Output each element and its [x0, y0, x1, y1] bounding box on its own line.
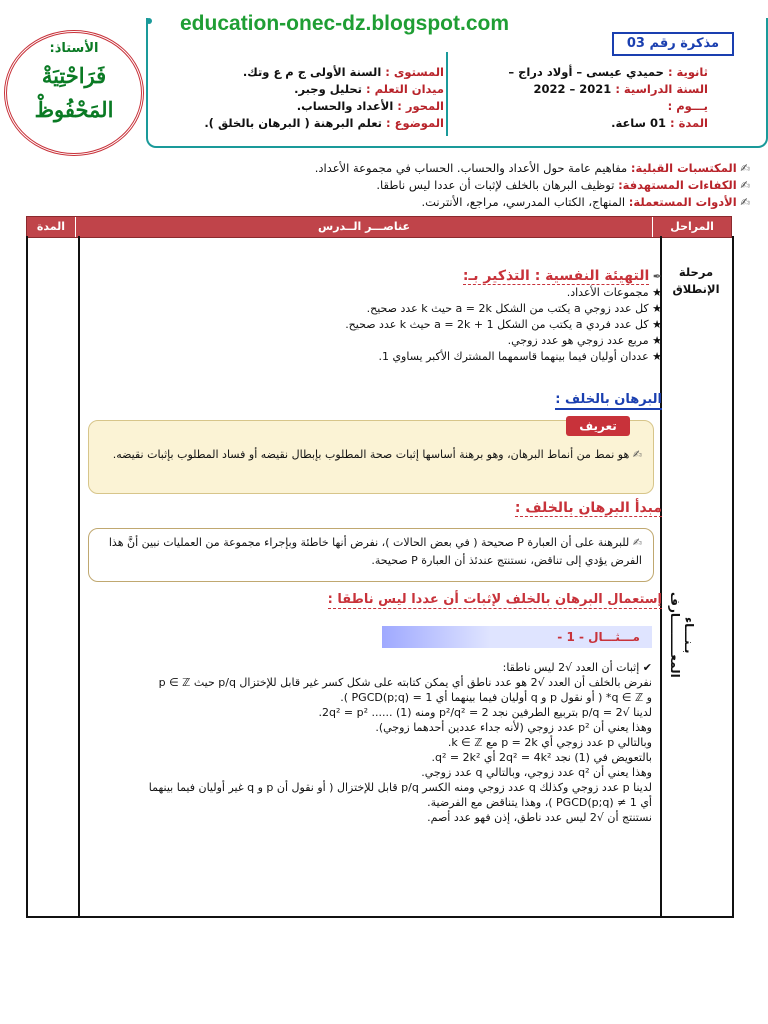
site-url[interactable]: education-onec-dz.blogspot.com: [180, 12, 509, 35]
proof-line: بالتعويض في (1) نجد 2q² = 4k² أي q² = 2k².: [431, 751, 652, 764]
definition-tag: تعريف: [566, 416, 630, 436]
warmup-item: ★ عددان أوليان فيما بينهما قاسمهما المشترك الأكبر يساوي 1.: [378, 350, 662, 363]
pencil-icon: ✍: [740, 178, 750, 192]
contradiction-heading-wrap: [102, 392, 662, 410]
example-bar: مـــثـــال - 1 -: [382, 626, 652, 648]
principle-text: ✍ للبرهنة على أن العبارة P صحيحة ( في بعض الحالات )، نفرض أنها خاطئة وبإجراء مجموعة من العمليات نبين أنَّ هذا الفرض يؤدي إلى تناقض، نستنتج عندئذ أن العبارة P صحيحة.: [108, 536, 642, 567]
teacher-name-line2: المَحْفُوظْ: [34, 97, 114, 122]
feather-icon: ✒: [652, 270, 662, 283]
teacher-name-line1: فَرَاحْتِيَةْ: [41, 63, 107, 88]
pencil-icon: ✍: [740, 195, 750, 209]
proof-line: نفرض بالخلف أن العدد √2 هو عدد ناطق أي يمكن كتابته على شكل كسر غير قابل للإختزال p/q حيث p ∈ ℤ: [158, 676, 652, 689]
note-number-badge: مذكرة رقم 03: [612, 32, 734, 56]
header-elements: عناصـــر الــدرس: [75, 217, 652, 237]
header-duration: المدة: [36, 220, 65, 233]
info-row: المستوى : السنة الأولى ج م ع وتك.: [242, 65, 444, 79]
warmup-title: التهيئة النفسية : التذكير بـ:: [462, 268, 650, 284]
proof-line: لدينا √2 = p/q بتربيع الطرفين نجد 2 = p²/q² ومنه 2q² = p² ...... (1).: [318, 706, 652, 719]
info-row: السنة الدراسية : 2021 – 2022: [533, 82, 708, 96]
principle-heading-wrap: [102, 500, 662, 517]
table-header: [26, 216, 732, 238]
definition-text: ✍ هو نمط من أنماط البرهان، وهو برهنة أساسها إثبات صحة المطلوب بإبطال نقيضه أو فساد المطلوب بإثبات نقيضه.: [112, 448, 642, 461]
info-row: الموضوع : تعلم البرهنة ( البرهان بالخلق ).: [204, 116, 444, 130]
proof-line: لدينا p عدد زوجي وكذلك q عدد زوجي ومنه الكسر p/q قابل للإختزال ( أو نقول أن p و q غير أوليان فيما بينهما: [148, 781, 652, 794]
warmup-item: ★ كل عدد زوجي a يكتب من الشكل a = 2k حيث k عدد صحيح.: [366, 302, 662, 315]
proof-line: وهذا يعني أن p² عدد زوجي (لأنه جداء عددين أحدهما زوجي).: [375, 721, 652, 734]
school-info: [458, 64, 708, 132]
column-divider: [78, 236, 80, 916]
teacher-label: الأستاذ:: [49, 41, 99, 56]
proof-line: وهذا يعني أن q² عدد زوجي، وبالتالي q عدد زوجي.: [421, 766, 652, 779]
proof-line: ✔ إثبات أن العدد √2 ليس ناطقا:: [502, 661, 652, 674]
lesson-info: [154, 64, 444, 132]
prereq-row: ✍ الأدوات المستعملة: المنهاج، الكتاب المدرسي، مراجع، الأنترنت.: [421, 195, 750, 209]
info-row: المحور : الأعداد والحساب.: [296, 99, 444, 113]
proof-line: نستنتج أن √2 ليس عدد ناطق، إذن فهو عدد أصم.: [427, 811, 652, 824]
info-row: يـــوم :: [667, 99, 708, 113]
info-row: المدة : 01 ساعة.: [611, 116, 708, 130]
pencil-icon: ✍: [632, 448, 642, 461]
prerequisites: [10, 160, 750, 211]
prereq-row: ✍ المكتسبات القبلية: مفاهيم عامة حول الأعداد والحساب. الحساب في مجموعة الأعداد.: [314, 161, 750, 175]
proof-line: و q ∈ ℤ* ( أو نقول p و q أوليان فيما بينهما أي 1 = PGCD(p;q) ).: [340, 691, 652, 704]
contradiction-title: البرهان بالخلف :: [555, 392, 662, 410]
warmup-item: ★ مربع عدد زوجي هو عدد زوجي.: [507, 334, 662, 347]
phase-start: مرحلة الإنطلاق: [672, 265, 720, 296]
prereq-row: ✍ الكفاءات المستهدفة: توظيف البرهان بالخلف لإثبات أن عددا ليس ناطقا.: [376, 178, 750, 192]
header-divider: [446, 52, 448, 136]
usage-heading-wrap: [102, 592, 662, 609]
proof-line: أي PGCD(p;q) ≠ 1 )، وهذا يتناقض مع الفرضية.: [427, 796, 652, 809]
pencil-icon: ✍: [632, 536, 642, 549]
header-phases: المراحل: [652, 217, 731, 237]
info-row: ثانوية : حميدي عيسى – أولاد دراج –: [508, 65, 708, 79]
proof-line: وبالتالي p عدد زوجي أي p = 2k مع k ∈ ℤ.: [447, 736, 652, 749]
teacher-stamp: [4, 30, 144, 156]
info-row: ميدان التعلم : تحليل وجبر.: [294, 82, 444, 96]
warmup-item: ★ مجموعات الأعداد.: [566, 286, 662, 299]
warmup-section: [102, 268, 662, 365]
pencil-icon: ✍: [740, 161, 750, 175]
usage-title: إستعمال البرهان بالخلف لإثبات أن عددا ليس ناطقا :: [327, 592, 662, 607]
principle-title: مبدأ البرهان بالخلف :: [514, 500, 662, 516]
phase-build: بـنـــاء المعـــــــــارف: [668, 592, 696, 678]
warmup-item: ★ كل عدد فردي a يكتب من الشكل a = 2k + 1 حيث k عدد صحيح.: [345, 318, 662, 331]
proof-body: [104, 660, 652, 825]
